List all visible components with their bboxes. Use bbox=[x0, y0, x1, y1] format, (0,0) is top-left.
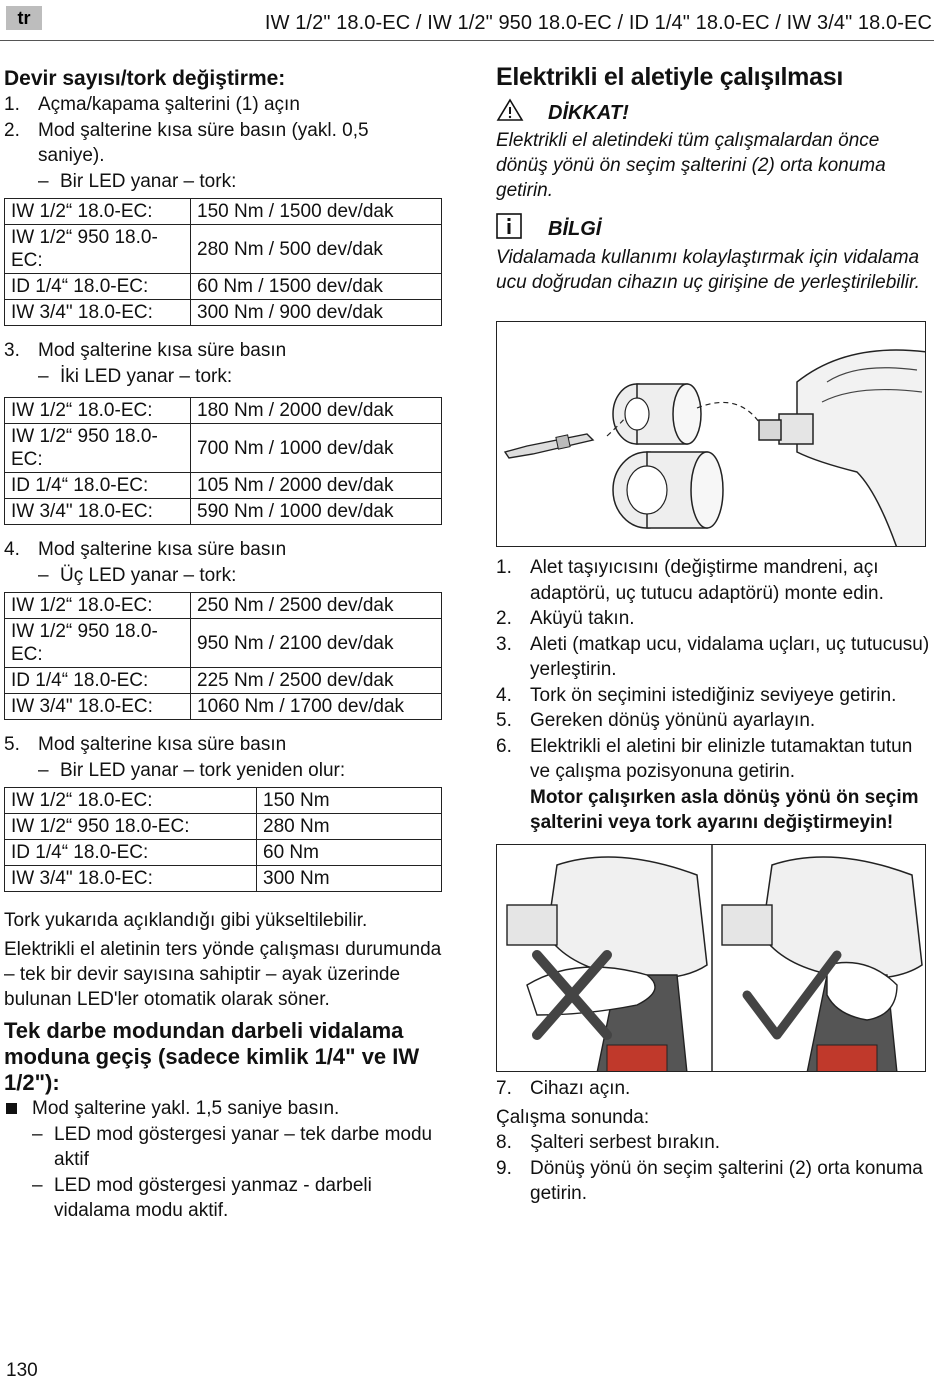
socket-bit-illustration bbox=[496, 321, 926, 547]
bullet-square-icon bbox=[4, 1096, 32, 1122]
torque-table-4 bbox=[4, 787, 442, 892]
info-text: Vidalamada kullanımı kolaylaştırmak için vidalama ucu doğrudan cihazın uç girişine de yerleştirilebilir. bbox=[496, 247, 920, 293]
end-steps bbox=[496, 1076, 932, 1207]
step-1: 1. Açma/kapama şalterini (1) açın bbox=[4, 94, 300, 115]
table-row: IW 1/2“ 18.0-EC: 250 Nm / 2500 dev/dak bbox=[5, 593, 442, 619]
step-4-sub: – Üç LED yanar – tork: bbox=[38, 564, 237, 586]
left-column bbox=[4, 62, 446, 1224]
table-row: IW 1/2“ 950 18.0-EC: 280 Nm / 500 dev/dak bbox=[5, 225, 442, 274]
section-heading-speed-torque: Devir sayısı/tork değiştirme: bbox=[4, 67, 286, 90]
header-title: IW 1/2" 18.0-EC / IW 1/2" 950 18.0-EC / ID 1/4" 18.0-EC / IW 3/4" 18.0-EC bbox=[264, 12, 932, 34]
step-4: 4. Mod şalterine kısa süre basın bbox=[4, 539, 287, 560]
step-2: 2. Mod şalterine kısa süre basın (yakl. 0,5 saniye). bbox=[4, 119, 369, 166]
list-item: 3. Aleti (matkap ucu, vidalama uçları, uç tutucusu) yerleştirin. bbox=[496, 633, 930, 680]
table-row: ID 1/4“ 18.0-EC: 225 Nm / 2500 dev/dak bbox=[5, 668, 442, 694]
table-row: ID 1/4“ 18.0-EC: 105 Nm / 2000 dev/dak bbox=[5, 473, 442, 499]
torque-table-3 bbox=[4, 592, 442, 720]
table-row: IW 1/2“ 18.0-EC: 150 Nm / 1500 dev/dak bbox=[5, 199, 442, 225]
table-row: IW 1/2“ 950 18.0-EC: 950 Nm / 2100 dev/dak bbox=[5, 619, 442, 668]
table-row: IW 1/2“ 950 18.0-EC: 280 Nm bbox=[5, 814, 442, 840]
warning-heading: DİKKAT! bbox=[496, 98, 932, 128]
warning-triangle-icon bbox=[496, 98, 548, 128]
bullet-sub-1: – LED mod göstergesi yanar – tek darbe modu aktif bbox=[32, 1123, 433, 1170]
table-row: IW 3/4" 18.0-EC: 300 Nm / 900 dev/dak bbox=[5, 300, 442, 326]
step-5-sub: – Bir LED yanar – tork yeniden olur: bbox=[38, 759, 346, 781]
table-row: IW 3/4" 18.0-EC: 300 Nm bbox=[5, 866, 442, 892]
socket-bit-drawing bbox=[497, 322, 926, 547]
torque-table-1 bbox=[4, 198, 442, 326]
bold-warning-note: Motor çalışırken asla dönüş yönü ön seçim şalterini veya tork ayarını değiştirmeyin! bbox=[530, 786, 919, 833]
warning-text: Elektrikli el aletindeki tüm çalışmalardan önce dönüş yönü ön seçim şalterini (2) orta konuma getirin. bbox=[496, 130, 886, 201]
right-column bbox=[496, 62, 932, 1207]
table-row: IW 3/4" 18.0-EC: 590 Nm / 1000 dev/dak bbox=[5, 499, 442, 525]
header-divider bbox=[0, 40, 934, 41]
page-number: 130 bbox=[6, 1360, 38, 1381]
table-row: IW 3/4" 18.0-EC: 1060 Nm / 1700 dev/dak bbox=[5, 694, 442, 720]
step-7: 7. Cihazı açın. bbox=[496, 1077, 631, 1099]
info-icon bbox=[496, 213, 548, 245]
section-heading-working: Elektrikli el aletiyle çalışılması bbox=[496, 63, 843, 91]
step-5: 5. Mod şalterine kısa süre basın bbox=[4, 734, 287, 755]
torque-table-2 bbox=[4, 397, 442, 525]
list-item: 1. Alet taşıyıcısını (değiştirme mandreni, açı adaptörü, uç tutucu adaptörü) monte edin. bbox=[496, 557, 884, 604]
section-heading-mode-switch: Tek darbe modundan darbeli vidalama moduna geçiş (sadece kimlik 1/4" ve IW 1/2"): bbox=[4, 1018, 420, 1095]
grip-drawing bbox=[497, 845, 926, 1072]
table-row: ID 1/4“ 18.0-EC: 60 Nm bbox=[5, 840, 442, 866]
steps-list bbox=[496, 555, 932, 836]
list-item: 5. Gereken dönüş yönünü ayarlayın. bbox=[496, 710, 816, 731]
language-badge: tr bbox=[6, 6, 42, 30]
bullet-mode-press: Mod şalterine yakl. 1,5 saniye basın. bbox=[4, 1096, 446, 1122]
table-row: IW 1/2“ 18.0-EC: 180 Nm / 2000 dev/dak bbox=[5, 398, 442, 424]
list-item: 2. Aküyü takın. bbox=[496, 608, 635, 629]
list-item: 4. Tork ön seçimini istediğiniz seviyeye getirin. bbox=[496, 684, 897, 706]
list-item: 6. Elektrikli el aletini bir elinizle tutamaktan tutun ve çalışma pozisyonuna getirin. bbox=[496, 735, 913, 782]
bullet-sub-2: – LED mod göstergesi yanmaz - darbeli vidalama modu aktif. bbox=[32, 1174, 372, 1221]
table-row: IW 1/2“ 950 18.0-EC: 700 Nm / 1000 dev/dak bbox=[5, 424, 442, 473]
reverse-direction-note: Elektrikli el aletinin ters yönde çalışması durumunda – tek bir devir sayısına sahiptir – ayak üzerinde bulunan LED'ler otomatik olarak söner. bbox=[4, 939, 442, 1010]
step-8: 8. Şalteri serbest bırakın. bbox=[496, 1132, 721, 1153]
step-9: 9. Dönüş yönü ön seçim şalterini (2) orta konuma getirin. bbox=[496, 1157, 923, 1204]
page-header bbox=[0, 0, 950, 42]
step-3-sub: – İki LED yanar – tork: bbox=[38, 365, 233, 387]
info-heading: BİLGİ bbox=[496, 213, 932, 245]
step-3: 3. Mod şalterine kısa süre basın bbox=[4, 340, 287, 361]
end-of-work-label: Çalışma sonunda: bbox=[496, 1107, 650, 1128]
step-2-sub: – Bir LED yanar – tork: bbox=[38, 170, 237, 192]
table-row: ID 1/4“ 18.0-EC: 60 Nm / 1500 dev/dak bbox=[5, 274, 442, 300]
grip-illustration bbox=[496, 844, 926, 1072]
torque-increase-note: Tork yukarıda açıklandığı gibi yükseltilebilir. bbox=[4, 910, 368, 931]
table-row: IW 1/2“ 18.0-EC: 150 Nm bbox=[5, 788, 442, 814]
